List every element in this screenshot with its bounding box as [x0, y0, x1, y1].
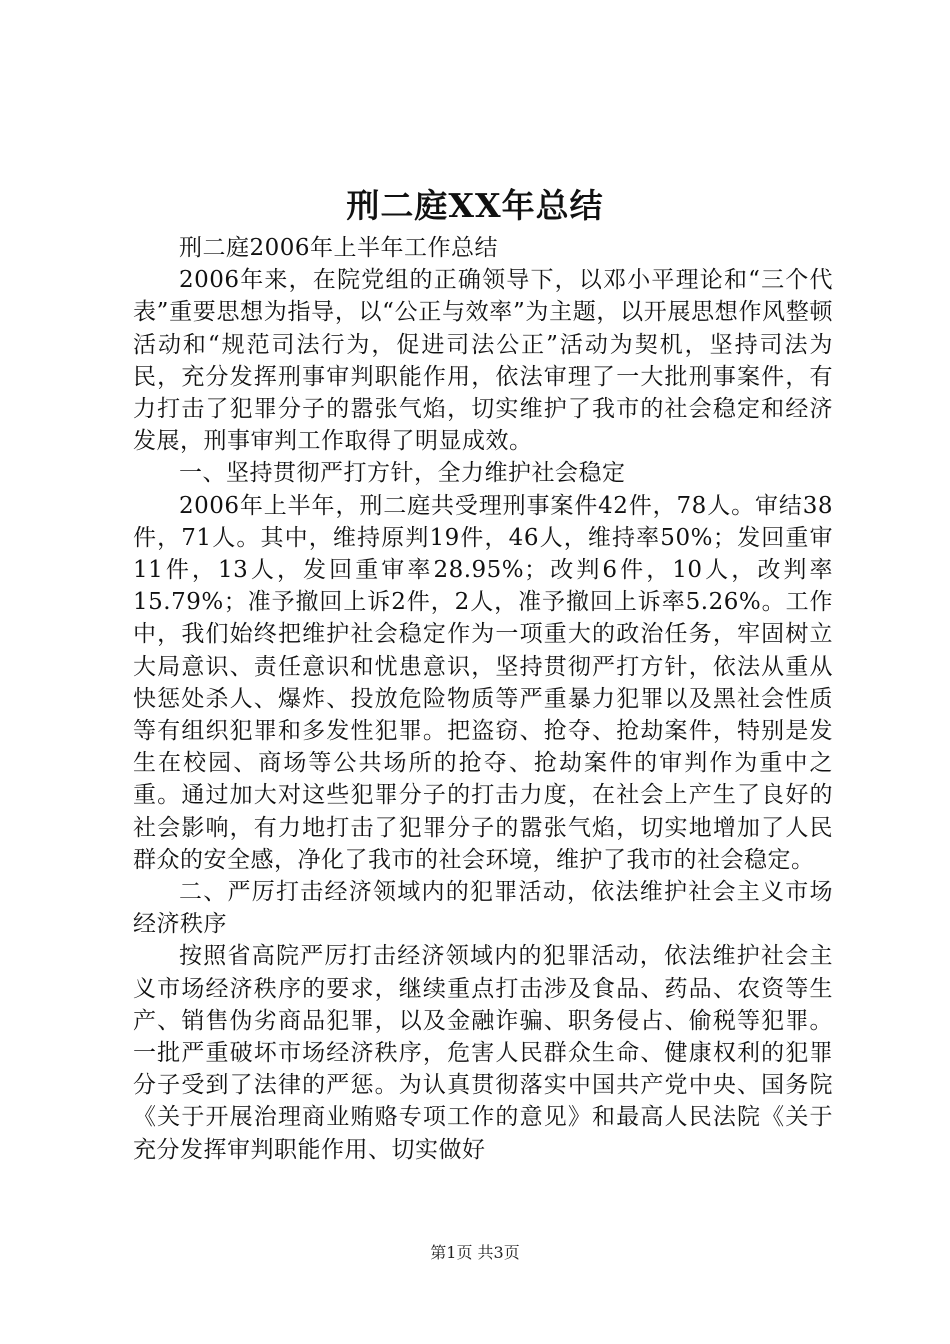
paragraph-intro: 2006年来，在院党组的正确领导下，以邓小平理论和“三个代表”重要思想为指导，以“公正与效率”为主题，以开展思想作风整顿活动和“规范司法行为，促进司法公正”活动为契机，坚持司法为民，充分发挥刑事审判职能作用，依法审理了一大批刑事案件，有力打击了犯罪分子的嚣张气焰，切实维护了我市的社会稳定和经济发展，刑事审判工作取得了明显成效。	[133, 267, 833, 455]
page-footer: 第1页 共3页	[430, 1243, 520, 1262]
document-title: 刑二庭XX年总结	[346, 186, 604, 225]
section-heading-1: 一、坚持贯彻严打方针，全力维护社会稳定	[179, 460, 626, 487]
paragraph-section-2: 按照省高院严厉打击经济领域内的犯罪活动，依法维护社会主义市场经济秩序的要求，继续重点打击涉及食品、药品、农资等生产、销售伪劣商品犯罪，以及金融诈骗、职务侵占、偷税等犯罪。一批严重破坏市场经济秩序，危害人民群众生命、健康权利的犯罪分子受到了法律的严惩。为认真贯彻落实中国共产党中央、国务院《关于开展治理商业贿赂专项工作的意见》和最高人民法院《关于充分发挥审判职能作用、切实做好	[133, 943, 833, 1163]
paragraph-section-1: 2006年上半年，刑二庭共受理刑事案件42件，78人。审结38件，71人。其中，维持原判19件，46人，维持率50%；发回重审11件，13人，发回重审率28.95%；改判6件，10人，改判率15.79%；准予撤回上诉2件，2人，准予撤回上诉率5.26%。工作中，我们始终把维护社会稳定作为一项重大的政治任务，牢固树立大局意识、责任意识和忧患意识，坚持贯彻严打方针，依法从重从快惩处杀人、爆炸、投放危险物质等严重暴力犯罪以及黑社会性质等有组织犯罪和多发性犯罪。把盗窃、抢夺、抢劫案件，特别是发生在校园、商场等公共场所的抢夺、抢劫案件的审判作为重中之重。通过加大对这些犯罪分子的打击力度，在社会上产生了良好的社会影响，有力地打击了犯罪分子的嚣张气焰，切实地增加了人民群众的安全感，净化了我市的社会环境，维护了我市的社会稳定。	[133, 492, 833, 873]
document-body	[133, 232, 833, 1166]
paragraph-subtitle: 刑二庭2006年上半年工作总结	[179, 235, 499, 261]
section-heading-2: 二、严厉打击经济领域内的犯罪活动，依法维护社会主义市场经济秩序	[133, 879, 833, 938]
